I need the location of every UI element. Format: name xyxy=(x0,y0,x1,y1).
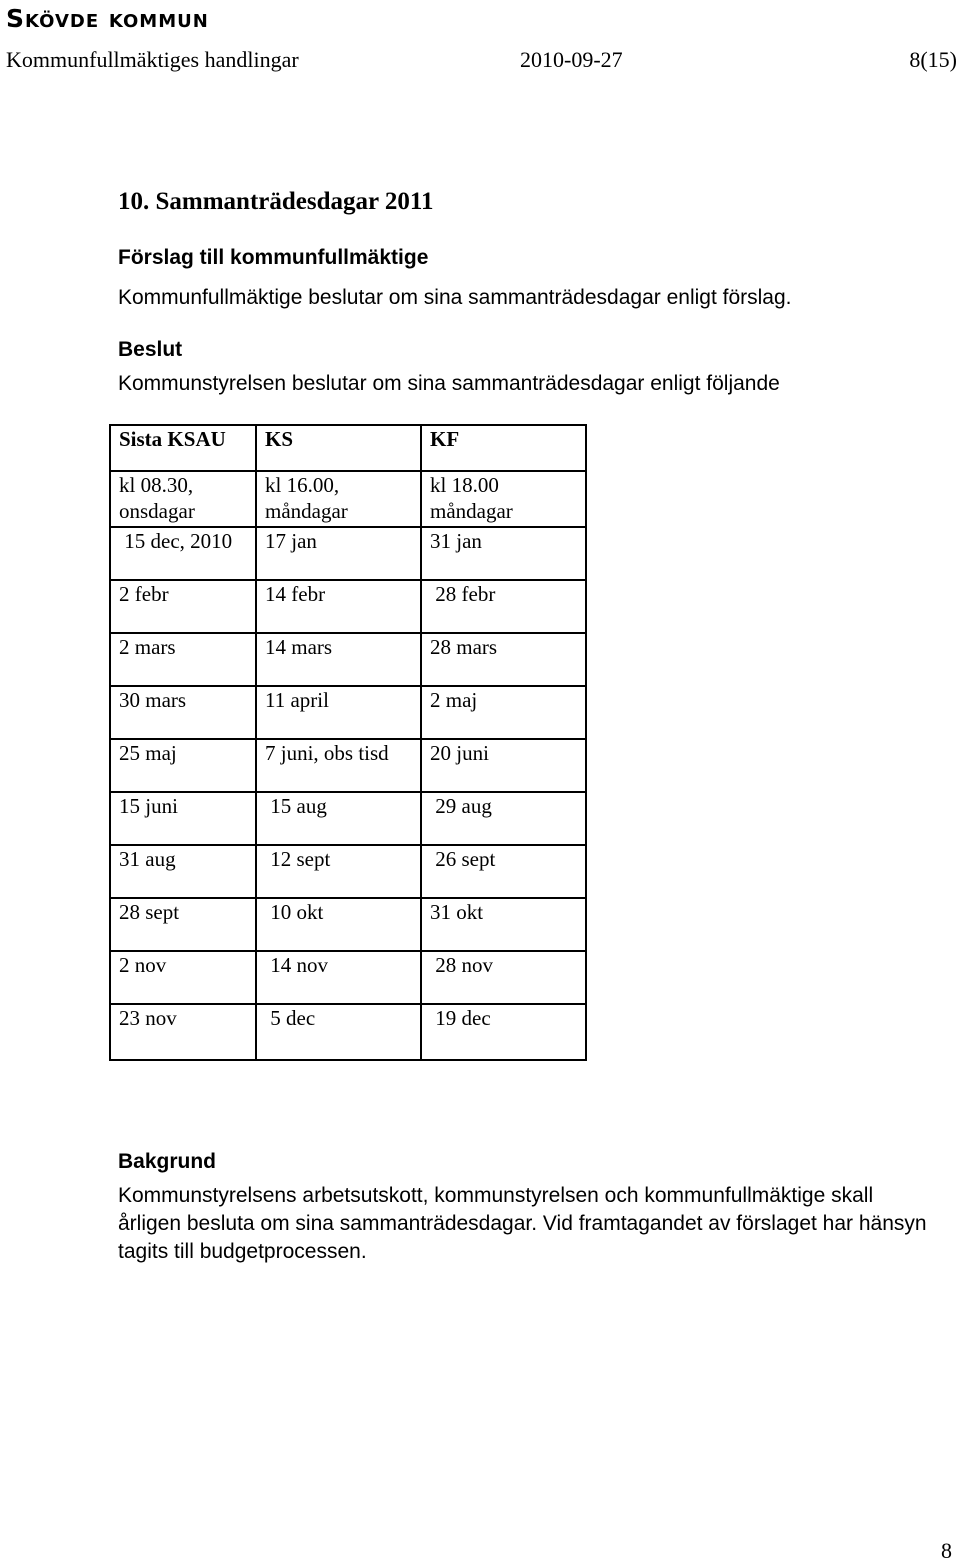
page-indicator: 8(15) xyxy=(909,47,957,72)
ksau-date: 28 sept xyxy=(110,898,256,951)
ks-date: 14 febr xyxy=(256,580,421,633)
ksau-date: 31 aug xyxy=(110,845,256,898)
document-header-title: Kommunfullmäktiges handlingar xyxy=(6,47,299,72)
kf-date: 26 sept xyxy=(421,845,586,898)
schedule-rows xyxy=(110,527,586,1060)
proposal-text: Kommunfullmäktige beslutar om sina sammanträdesdagar enligt förslag. xyxy=(118,286,792,309)
ksau-date: 15 dec, 2010 xyxy=(110,527,256,580)
kf-date: 29 aug xyxy=(421,792,586,845)
table-header-row xyxy=(110,425,586,471)
section-title: 10. Sammanträdesdagar 2011 xyxy=(118,188,434,215)
ksau-date: 2 febr xyxy=(110,580,256,633)
table-row xyxy=(110,951,586,1004)
decision-heading: Beslut xyxy=(118,338,183,361)
table-row xyxy=(110,580,586,633)
ks-date: 17 jan xyxy=(256,527,421,580)
column-header-ksau: Sista KSAU xyxy=(110,425,256,471)
kf-date: 20 juni xyxy=(421,739,586,792)
table-row xyxy=(110,898,586,951)
column-header-kf: KF xyxy=(421,425,586,471)
ksau-date: 25 maj xyxy=(110,739,256,792)
kf-date: 28 nov xyxy=(421,951,586,1004)
table-row xyxy=(110,739,586,792)
ksau-date: 2 mars xyxy=(110,633,256,686)
kf-date: 31 jan xyxy=(421,527,586,580)
ks-date: 7 juni, obs tisd xyxy=(256,739,421,792)
document-date: 2010-09-27 xyxy=(520,47,623,72)
ksau-date: 30 mars xyxy=(110,686,256,739)
ksau-date: 15 juni xyxy=(110,792,256,845)
ksau-date: 2 nov xyxy=(110,951,256,1004)
column-time-ks: kl 16.00, måndagar xyxy=(256,471,421,527)
background-text: Kommunstyrelsens arbetsutskott, kommunstyrelsen och kommunfullmäktige skall årligen besluta om sina sammanträdesdagar. Vid framtagandet av förslaget har hänsyn tagits till budgetprocessen. xyxy=(118,1184,927,1263)
column-time-kf: kl 18.00 måndagar xyxy=(421,471,586,527)
table-row xyxy=(110,686,586,739)
ks-date: 10 okt xyxy=(256,898,421,951)
kf-date: 28 mars xyxy=(421,633,586,686)
ks-date: 11 april xyxy=(256,686,421,739)
table-row xyxy=(110,527,586,580)
ksau-date: 23 nov xyxy=(110,1004,256,1060)
ks-date: 15 aug xyxy=(256,792,421,845)
kf-date: 28 febr xyxy=(421,580,586,633)
ks-date: 12 sept xyxy=(256,845,421,898)
column-time-ksau: kl 08.30, onsdagar xyxy=(110,471,256,527)
column-header-ks: KS xyxy=(256,425,421,471)
page-number: 8 xyxy=(941,1538,952,1563)
table-row xyxy=(110,1004,586,1060)
ks-date: 5 dec xyxy=(256,1004,421,1060)
ks-date: 14 nov xyxy=(256,951,421,1004)
kf-date: 2 maj xyxy=(421,686,586,739)
table-row xyxy=(110,845,586,898)
table-row xyxy=(110,792,586,845)
skovde-kommun-logo: Skövde kommun xyxy=(6,4,209,33)
ks-date: 14 mars xyxy=(256,633,421,686)
table-time-row xyxy=(110,471,586,527)
decision-text: Kommunstyrelsen beslutar om sina sammanträdesdagar enligt följande xyxy=(118,372,780,395)
background-heading: Bakgrund xyxy=(118,1150,217,1173)
meeting-schedule-table xyxy=(109,424,587,1061)
kf-date: 31 okt xyxy=(421,898,586,951)
proposal-heading: Förslag till kommunfullmäktige xyxy=(118,246,429,269)
table-row xyxy=(110,633,586,686)
kf-date: 19 dec xyxy=(421,1004,586,1060)
